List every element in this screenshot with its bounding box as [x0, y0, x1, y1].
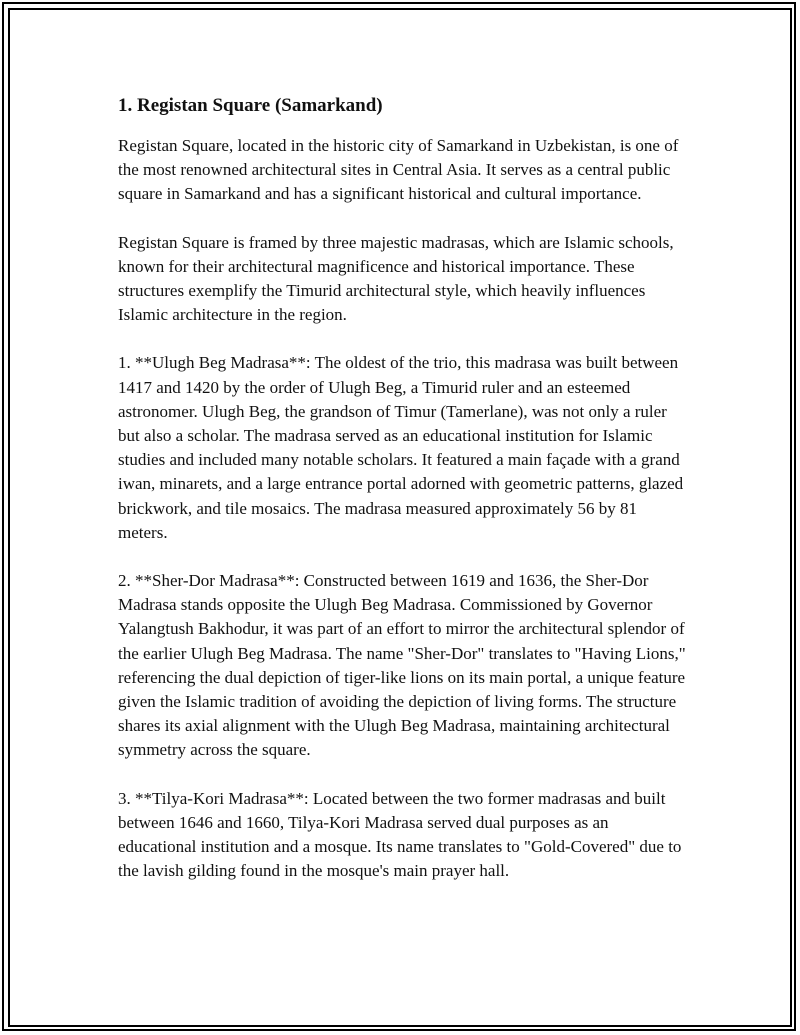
paragraph-intro: Registan Square, located in the historic city of Samarkand in Uzbekistan, is one of the most renowned architectural sites in Central Asia. It serves as a central public square in Samarkand and has a significant historical and cultural importance. [118, 136, 679, 204]
paragraph-sher-dor: 2. **Sher-Dor Madrasa**: Constructed between 1619 and 1636, the Sher-Dor Madrasa stands opposite the Ulugh Beg Madrasa. Commissioned by Governor Yalangtush Bakhodur, it was part of an effort to mirror the architectural splendor of the earlier Ulugh Beg Madrasa. The name "Sher-Dor" translates to "Having Lions," referencing the dual depiction of tiger-like lions on its main portal, a unique feature given the Islamic tradition of avoiding the depiction of living forms. The structure shares its axial alignment with the Ulugh Beg Madrasa, maintaining architectural symmetry across the square. [118, 571, 686, 760]
paragraph-ulugh-beg: 1. **Ulugh Beg Madrasa**: The oldest of the trio, this madrasa was built between 1417 and 1420 by the order of Ulugh Beg, a Timurid ruler and an esteemed astronomer. Ulugh Beg, the grandson of Timur (Tamerlane), was not only a ruler but also a scholar. The madrasa served as an educational institution for Islamic studies and included many notable scholars. It featured a main façade with a grand iwan, minarets, and a large entrance portal adorned with geometric patterns, glazed brickwork, and tile mosaics. The madrasa measured approximately 56 by 81 meters. [118, 353, 684, 542]
paragraph-madrasas-overview: Registan Square is framed by three majestic madrasas, which are Islamic schools, known for their architectural magnificence and historical importance. These structures exemplify the Timurid architectural style, which heavily influences Islamic architecture in the region. [118, 232, 674, 325]
paragraph-tilya-kori: 3. **Tilya-Kori Madrasa**: Located between the two former madrasas and built between 1646 and 1660, Tilya-Kori Madrasa served dual purposes as an educational institution and a mosque. Its name translates to "Gold-Covered" due to the lavish gilding found in the mosque's main prayer hall. [118, 788, 682, 881]
section-heading: 1. Registan Square (Samarkand) [118, 95, 383, 116]
document-body [118, 93, 686, 907]
